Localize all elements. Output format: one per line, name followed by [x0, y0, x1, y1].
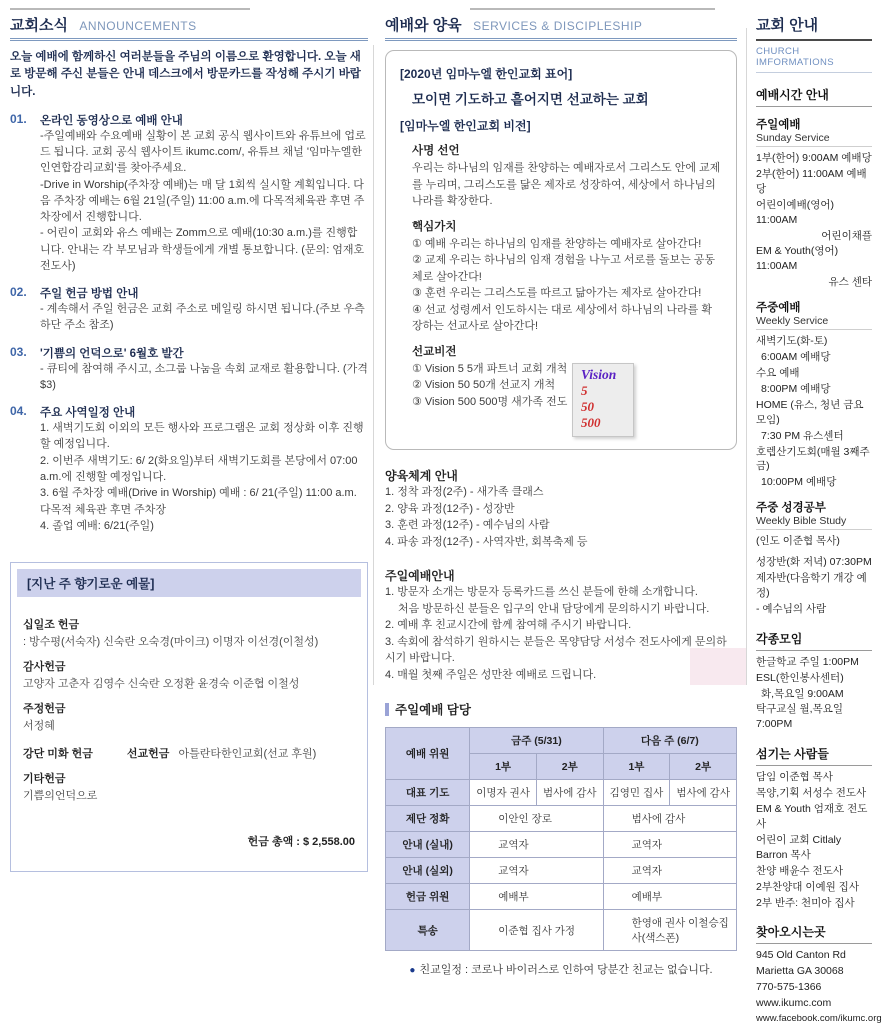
sunday-guide-line: 처음 방문하신 분들은 입구의 안내 담당에게 문의하시기 바랍니다. — [398, 602, 710, 615]
table-row — [386, 910, 737, 951]
core-value-line: ② 교제 우리는 하나님의 임재 경험을 나누고 서로를 돌보는 공동체로 살아간다! — [412, 254, 716, 283]
bible-study-en: Weekly Bible Study — [756, 515, 847, 528]
item-line: -주일예배와 수요예배 실황이 본 교회 공식 웹사이트와 유튜브에 업로드 됩니다. 교회 공식 웹사이트 ikumc.com/, 유튜브 채널 '임마누엘한인연합감리교회'를 찾아주세요. — [40, 129, 366, 175]
table-row — [386, 780, 737, 806]
vision-badge-number: 5 — [581, 382, 588, 398]
duty-cell: 범사에 감사 — [670, 780, 737, 806]
service-time-line: 2부(한어) 11:00AM 예배당 — [756, 167, 867, 195]
duty-cell: 이명자 권사 — [470, 780, 537, 806]
servant-line: 목양,기획 서성수 전도사 — [756, 787, 867, 800]
service-time-line: 어린이채플 — [821, 229, 872, 242]
meetings-title: 각종모임 — [756, 630, 872, 651]
church-info-column — [756, 14, 882, 1026]
address-line: 945 Old Canton Rd — [756, 949, 846, 962]
nurture-line: 3. 훈련 과정(12주) - 예수님의 사람 — [385, 519, 550, 532]
item-title: 주일 헌금 방법 안내 — [40, 288, 139, 301]
duty-cell: 교역자 — [470, 858, 603, 884]
service-time-line: EM & Youth(영어) 11:00AM — [756, 245, 839, 273]
weekly-service-ko: 주중예배 — [756, 302, 801, 315]
servant-line: 담임 이준협 목사 — [756, 771, 833, 784]
info-header — [756, 14, 872, 41]
announcements-column — [10, 14, 368, 872]
duty-cell: 이안인 장로 — [470, 806, 603, 832]
church-motto: 모이면 기도하고 흩어지면 선교하는 교회 — [412, 92, 649, 107]
nurture-line: 2. 양육 과정(12주) - 성장반 — [385, 502, 515, 515]
thanks-offering-label: 감사헌금 — [23, 661, 66, 674]
table-row — [386, 728, 737, 754]
duty-cell: 한영애 권사 이철승집사(색스폰) — [603, 910, 736, 951]
item-line: - 계속해서 주일 헌금은 교회 주소로 메일링 하시면 됩니다.(주보 우측하단 주소 참조) — [40, 303, 365, 332]
duty-corner-cell: 예배 위원 — [386, 728, 470, 780]
offering-total: 헌금 총액 : $ 2,558.00 — [247, 836, 355, 849]
service-time-line: 유스 센타 — [828, 276, 872, 289]
announcement-item — [10, 345, 368, 394]
next-week-header: 다음 주 (6/7) — [603, 728, 736, 754]
servant-line: 어린이 교회 Citlaly Barron 목사 — [756, 833, 842, 861]
this-week-header: 금주 (5/31) — [470, 728, 603, 754]
sunday-guide-line: 3. 속회에 참석하기 원하시는 분들은 목양담당 서성수 전도사에게 문의하시기 바랍니다. — [385, 635, 727, 665]
worship-times-title: 예배시간 안내 — [756, 86, 872, 107]
mission-vision-line: ③ Vision 500 500명 새가족 전도 — [412, 395, 568, 408]
services-header — [385, 14, 737, 41]
core-value-line: ③ 훈련 우리는 그리스도를 따르고 닮아가는 제자로 살아간다! — [412, 287, 702, 299]
service-time-line: 6:00AM 예배당 — [761, 351, 831, 364]
bible-study-ko: 주중 성경공부 — [756, 502, 826, 515]
service-time-line: 1부(한어) 9:00AM 예배당 — [756, 152, 872, 164]
meeting-line: ESL(한인봉사센터) — [756, 671, 844, 684]
core-values-title: 핵심가치 — [412, 220, 457, 233]
item-title: 온라인 동영상으로 예배 안내 — [40, 114, 183, 127]
fellowship-note — [385, 961, 737, 977]
table-row — [386, 884, 737, 910]
item-number: 03. — [10, 344, 27, 359]
sunday-service-subheader — [756, 116, 872, 147]
item-number: 04. — [10, 404, 27, 419]
announcement-item — [10, 404, 368, 534]
service-time-line: 수요 예배 — [756, 366, 800, 379]
nurture-line: 4. 파송 과정(12주) - 사역자반, 회복축제 등 — [385, 535, 588, 548]
mission-statement-title: 사명 선언 — [412, 145, 460, 157]
table-row — [386, 832, 737, 858]
duty-row-label: 안내 (실외) — [386, 858, 470, 884]
phone-number: 770-575-1366 — [756, 981, 822, 994]
duty-cell: 예배부 — [603, 884, 736, 910]
item-title: 주요 사역일정 안내 — [40, 407, 136, 420]
mission-vision-line: ① Vision 5 5개 파트너 교회 개척 — [412, 362, 568, 375]
facebook-url: www.facebook.com/ikumc.org — [756, 1013, 882, 1025]
announcements-title-ko: 교회소식 — [10, 17, 68, 34]
service-part-header: 1부 — [603, 754, 670, 780]
service-time-line: 8:00PM 예배당 — [761, 382, 831, 395]
top-rule-left — [10, 8, 250, 10]
service-part-header: 1부 — [470, 754, 537, 780]
column-divider-left — [373, 45, 374, 685]
meeting-line: 탁구교실 월,목요일 7:00PM — [756, 703, 843, 731]
weekly-offering-names: 서정혜 — [23, 720, 55, 733]
service-time-line: 새벽기도(화-토) — [756, 335, 828, 348]
fellowship-note-text: 친교일정 : 코로나 바이러스로 인하여 당분간 친교는 없습니다. — [419, 964, 713, 977]
item-title: '기쁨의 언덕으로' 6월호 발간 — [40, 347, 184, 360]
weekly-service-subheader — [756, 299, 872, 330]
item-line: - 큐티에 참여해 주시고, 소그룹 나눔을 속회 교재로 활용합니다. (가격 $3) — [40, 362, 368, 391]
vision-badge-number: 50 — [581, 398, 594, 414]
duty-section-header — [385, 700, 737, 718]
servant-line: 2부찬양대 이예원 집사 — [756, 880, 859, 893]
meeting-line: 한글학교 주일 1:00PM — [756, 655, 859, 668]
table-row — [386, 806, 737, 832]
item-number: 02. — [10, 285, 27, 300]
mission-offering-names: 아틀란타한인교회(선교 후원) — [178, 748, 317, 761]
mission-vision-title: 선교비전 — [412, 345, 457, 358]
tithe-offering-names: : 방수평(서숙자) 신숙란 오숙경(마이크) 이명자 이선경(이철성) — [23, 636, 319, 649]
announcement-item — [10, 112, 368, 274]
item-line: 2. 이번주 새벽기도: 6/ 2(화요일)부터 새벽기도회를 본당에서 07:00 a.m.에 진행할 예정입니다. — [40, 454, 358, 483]
welcome-intro: 오늘 예배에 함께하신 여러분들을 주님의 이름으로 환영합니다. 오늘 새로 방문해 주신 분들은 안내 데스크에서 방문카드를 작성해 주시기 바랍니다. — [10, 51, 361, 98]
mission-offering-label: 선교헌금 — [126, 748, 170, 761]
location-title: 찾아오시는곳 — [756, 923, 872, 944]
service-time-line: 10:00PM 예배당 — [761, 476, 837, 489]
bible-study-line: 제자반(다음학기 개강 예정) — [756, 572, 867, 599]
address-line: Marietta GA 30068 — [756, 965, 844, 978]
service-part-header: 2부 — [536, 754, 603, 780]
bible-study-leader: (인도 이준협 목사) — [756, 535, 840, 548]
services-column — [385, 14, 737, 977]
duty-cell: 범사에 감사 — [603, 806, 736, 832]
info-title-en: CHURCH IMFORMATIONS — [756, 46, 872, 73]
announcement-item — [10, 285, 368, 334]
service-time-line: 7:30 PM 유스센터 — [761, 429, 844, 442]
item-line: 4. 졸업 예배: 6/21(주일) — [40, 519, 154, 532]
duty-cell: 범사에 감사 — [536, 780, 603, 806]
service-time-line: 어린이예배(영어) 11:00AM — [756, 198, 834, 226]
duty-cell: 교역자 — [470, 832, 603, 858]
item-line: 3. 6월 주차장 예배(Drive in Worship) 예배 : 6/ 21(주일) 11:00 a.m. 다목적 체육관 후면 주차장 — [40, 487, 357, 516]
service-time-line: HOME (유스, 청년 금요모임) — [756, 398, 864, 426]
services-title-en: SERVICES & DISCIPLESHIP — [473, 19, 643, 33]
item-line: -Drive in Worship(주차장 예배)는 매 달 1회씩 실시할 계획입니다. 다음 주차장 예배는 6월 21일(주일) 11:00 a.m.에 다목적체육관 후면 주차장에서 진행합니다. — [40, 178, 365, 224]
duty-row-label: 헌금 위원 — [386, 884, 470, 910]
duty-row-label: 안내 (실내) — [386, 832, 470, 858]
duty-row-label: 특송 — [386, 910, 470, 951]
vision-5-50-500-badge — [572, 363, 634, 438]
duty-row-label: 제단 정화 — [386, 806, 470, 832]
nurture-system-title: 양육체계 안내 — [385, 469, 458, 484]
sunday-guide-line: 1. 방문자 소개는 방문자 등록카드를 쓰신 분들에 한해 소개합니다. — [385, 586, 698, 599]
thanks-offering-names: 고양자 고춘자 김영수 신숙란 오정환 윤경숙 이준협 이철성 — [23, 678, 300, 691]
offering-box — [10, 562, 368, 872]
servant-line: 2부 반주: 천미아 집사 — [756, 896, 855, 909]
section-accent-bar — [385, 703, 389, 716]
vision-label: [임마누엘 한인교회 비전] — [400, 119, 531, 133]
top-rule-middle — [470, 8, 715, 10]
bible-study-line: 성장반(화 저녁) 07:30PM — [756, 556, 872, 569]
announcements-header — [10, 14, 368, 41]
nurture-line: 1. 정착 과정(2주) - 새가족 클래스 — [385, 486, 544, 499]
item-line: - 어린이 교회와 유스 예배는 Zomm으로 예배(10:30 a.m.)를 진행합니다. 안내는 각 부모님과 학생들에게 개별 통보합니다. (문의: 엄재호 전도사) — [40, 227, 365, 272]
servant-line: 찬양 배윤수 전도사 — [756, 864, 843, 877]
sunday-service-en: Sunday Service — [756, 132, 830, 144]
motto-year-label: [2020년 임마누엘 한인교회 표어] — [400, 67, 573, 81]
worship-duty-table — [385, 727, 737, 951]
bible-study-subheader — [756, 499, 872, 530]
service-part-header: 2부 — [670, 754, 737, 780]
duty-row-label: 대표 기도 — [386, 780, 470, 806]
website-url: www.ikumc.com — [756, 997, 832, 1010]
mission-statement-text: 우리는 하나님의 임재를 찬양하는 예배자로서 그리스도 안에 교제를 누리며, 그리스도를 닮은 제자로 성장하여, 세상에서 하나님의 나라를 확장한다. — [412, 162, 721, 207]
duty-cell: 이준협 집사 가정 — [470, 910, 603, 951]
item-number: 01. — [10, 111, 27, 126]
duty-section-title: 주일예배 담당 — [395, 703, 471, 718]
core-value-line: ① 예배 우리는 하나님의 임재를 찬양하는 예배자로 살아간다! — [412, 237, 702, 250]
vision-badge-number: 500 — [581, 415, 601, 430]
servants-title: 섬기는 사람들 — [756, 745, 872, 766]
service-time-line: 호렙산기도회(매월 3째주 금) — [756, 445, 870, 473]
motto-vision-box — [385, 50, 737, 450]
weekly-offering-label: 주정헌금 — [23, 703, 66, 716]
duty-cell: 예배부 — [470, 884, 603, 910]
servant-line: EM & Youth 엄재호 전도사 — [756, 803, 868, 830]
weekly-service-en: Weekly Service — [756, 315, 829, 328]
bullet-icon: ● — [409, 965, 416, 977]
duty-cell: 김영민 집사 — [603, 780, 670, 806]
sunday-service-ko: 주일예배 — [756, 119, 801, 131]
item-line: 1. 새벽기도회 이외의 모든 행사와 프로그램은 교회 정상화 이후 진행할 예정입니다. — [40, 422, 364, 451]
duty-cell: 교역자 — [603, 832, 736, 858]
core-value-line: ④ 선교 성령께서 인도하시는 대로 세상에서 하나님의 나라를 확장하는 선교사로 살아간다! — [412, 303, 712, 332]
bible-study-line: - 예수님의 사람 — [756, 602, 827, 615]
sunday-worship-guide-title: 주일예배안내 — [385, 569, 455, 584]
sunday-guide-line: 2. 예배 후 친교시간에 함께 참여해 주시기 바랍니다. — [385, 619, 632, 632]
sunday-guide-line: 4. 매월 첫째 주일은 성만찬 예배로 드립니다. — [385, 668, 597, 681]
etc-offering-names: 기쁨의언덕으로 — [23, 790, 98, 803]
offering-box-title: [지난 주 향기로운 예물] — [17, 569, 361, 597]
meeting-line: 화,목요일 9:00AM — [761, 687, 844, 700]
mission-vision-line: ② Vision 50 50개 선교지 개척 — [412, 379, 556, 391]
services-title-ko: 예배와 양육 — [385, 17, 462, 34]
etc-offering-label: 기타헌금 — [23, 773, 66, 786]
duty-cell: 교역자 — [603, 858, 736, 884]
tithe-offering-label: 십일조 헌금 — [23, 619, 80, 632]
table-row — [386, 858, 737, 884]
altar-offering-label: 강단 미화 헌금 — [23, 748, 93, 761]
vision-badge-word: Vision — [581, 366, 617, 382]
announcements-title-en: ANNOUNCEMENTS — [79, 19, 197, 33]
column-divider-right — [746, 28, 747, 685]
info-title-ko: 교회 안내 — [756, 17, 819, 34]
